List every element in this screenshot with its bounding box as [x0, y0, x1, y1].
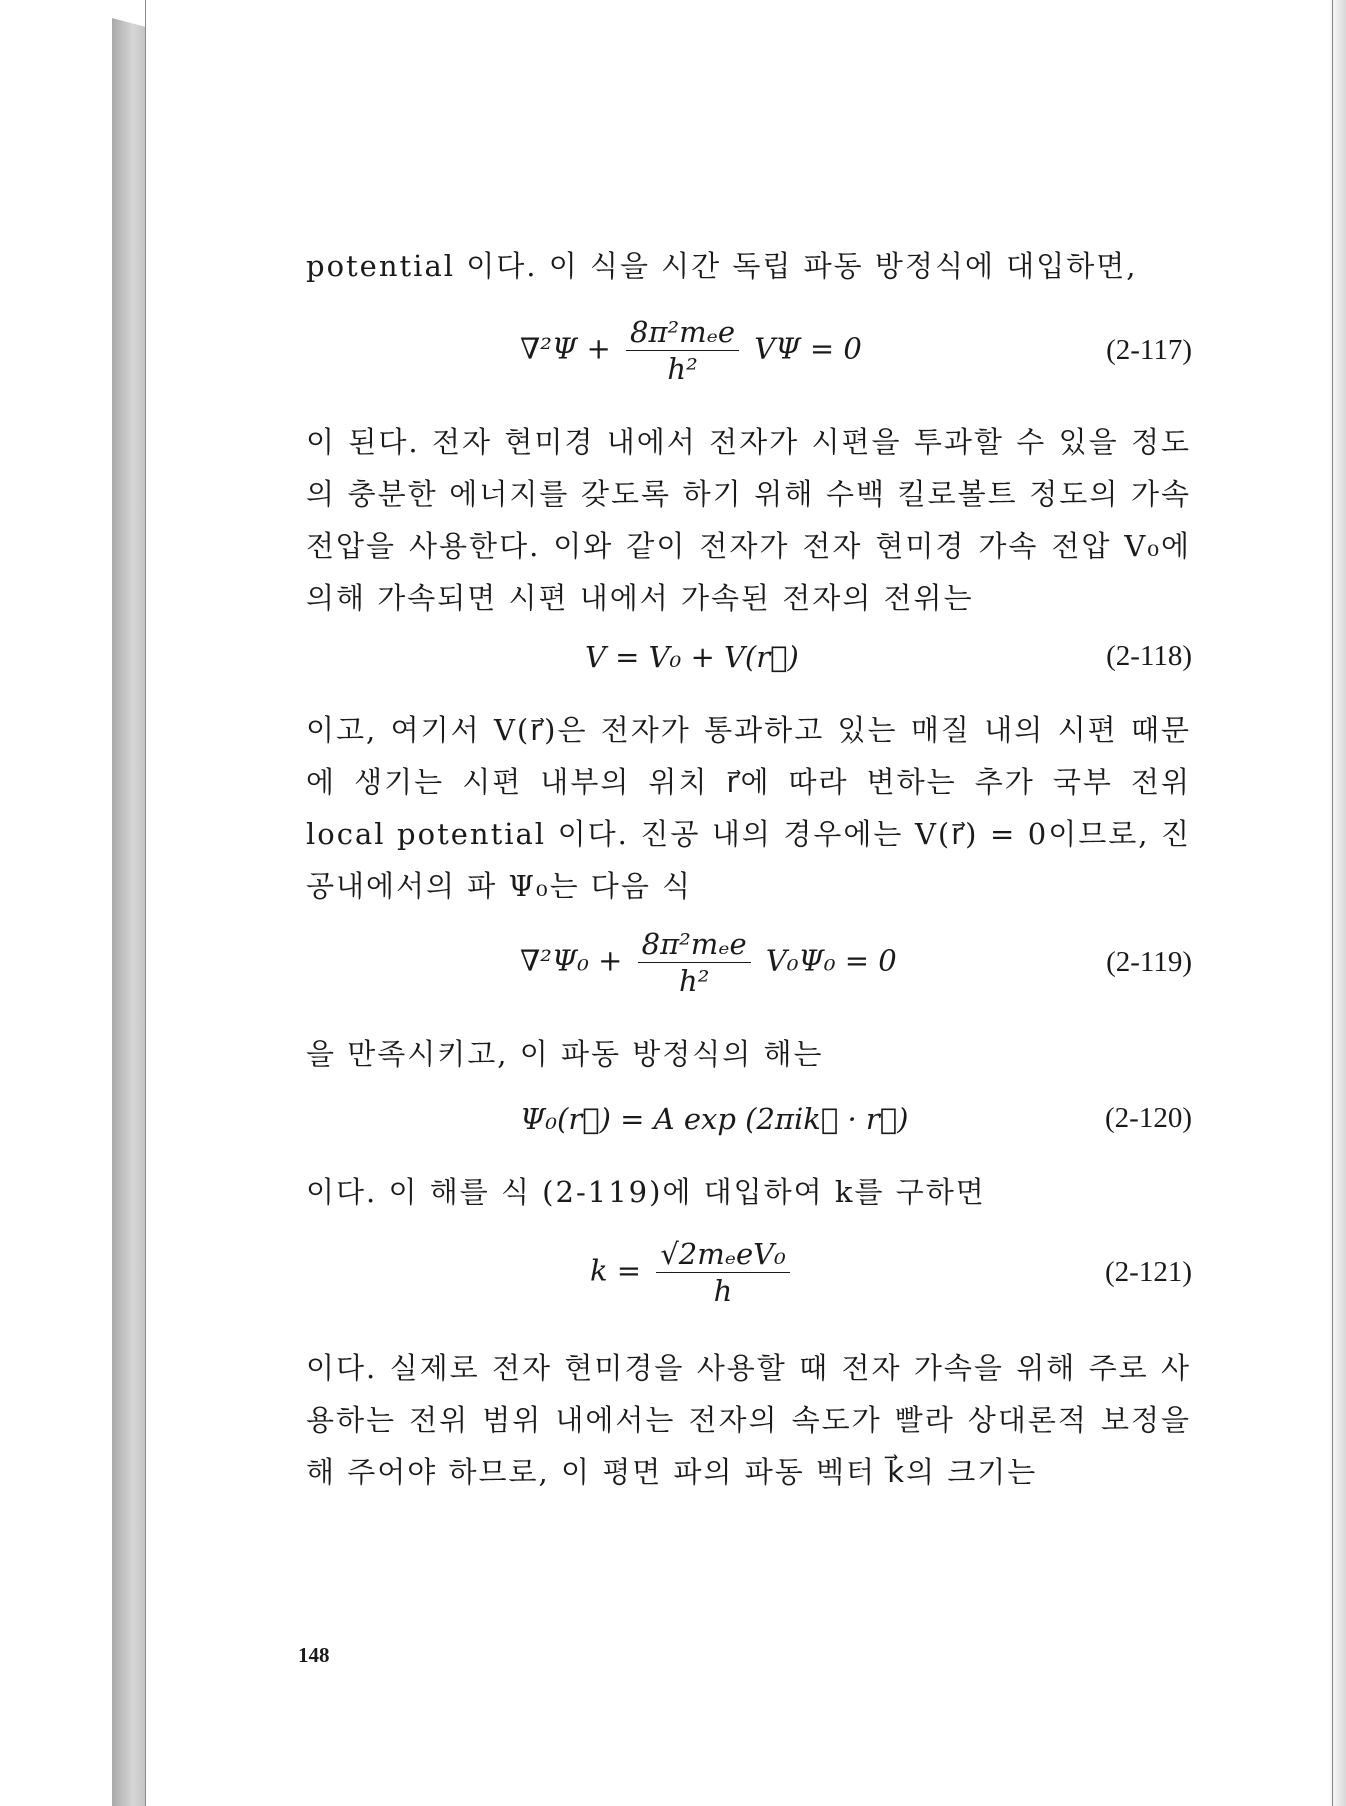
- paragraph-6: 이다. 실제로 전자 현미경을 사용할 때 전자 가속을 위해 주로 사용하는 전위 범위 내에서는 전자의 속도가 빨라 상대론적 보정을 해 주어야 하므로, 이 평면 파의 파동 벡터 k⃗의 크기는: [306, 1351, 1191, 1489]
- equation-number: (2-118): [1106, 640, 1192, 672]
- equation-right: V₀Ψ₀ = 0: [765, 943, 897, 978]
- equation-2-117: [300, 314, 1192, 394]
- equation-number: (2-119): [1106, 946, 1192, 978]
- equation-left: ∇²Ψ₀ +: [520, 943, 623, 978]
- equation-2-121: [300, 1236, 1192, 1316]
- equation-number: (2-117): [1106, 334, 1192, 366]
- equation-2-120: Ψ₀(r⃗) = A exp (2πik⃗ · r⃗) (2-120): [520, 1102, 1192, 1136]
- paragraph-3: 이고, 여기서 V(r⃗)은 전자가 통과하고 있는 매질 내의 시편 때문에 생기는 시편 내부의 위치 r⃗에 따라 변하는 추가 국부 전위 local potential 이다. 진공 내의 경우에는 V(r⃗) = 0이므로, 진공내에서의 파 Ψ₀는 다음 식: [306, 713, 1191, 903]
- equation-left: k =: [590, 1253, 642, 1288]
- paragraph-5: 이다. 이 해를 식 (2-119)에 대입하여 k를 구하면: [306, 1175, 986, 1209]
- equation-2-119: [300, 926, 1192, 1006]
- page-number: 148: [298, 1643, 330, 1667]
- paragraph-4: 을 만족시키고, 이 파동 방정식의 해는: [306, 1037, 824, 1071]
- equation-number: (2-121): [1105, 1256, 1192, 1288]
- page-shadow: [1328, 0, 1346, 1806]
- equation-fraction: $\frac{\text{8π²mₑe}}{\text{h²}}$: [626, 314, 739, 387]
- equation-2-118: V = V₀ + V(r⃗) (2-118): [585, 640, 1192, 674]
- equation-left: ∇²Ψ +: [520, 331, 611, 366]
- paragraph-1: potential 이다. 이 식을 시간 독립 파동 방정식에 대입하면,: [306, 249, 1138, 283]
- equation-number: (2-120): [1105, 1102, 1192, 1134]
- equation-fraction: $\frac{\text{√2mₑeV₀}}{h}$: [656, 1236, 789, 1309]
- paragraph-2: 이 된다. 전자 현미경 내에서 전자가 시편을 투과할 수 있을 정도의 충분한 에너지를 갖도록 하기 위해 수백 킬로볼트 정도의 가속 전압을 사용한다. 이와 같이 전자가 전자 현미경 가속 전압 V₀에 의해 가속되면 시편 내에서 가속된 전자의 전위는: [306, 425, 1191, 615]
- book-edge: [112, 18, 150, 1806]
- equation-fraction: $\frac{\text{8π²mₑe}}{\text{h²}}$: [638, 926, 751, 999]
- equation-right: VΨ = 0: [754, 331, 862, 366]
